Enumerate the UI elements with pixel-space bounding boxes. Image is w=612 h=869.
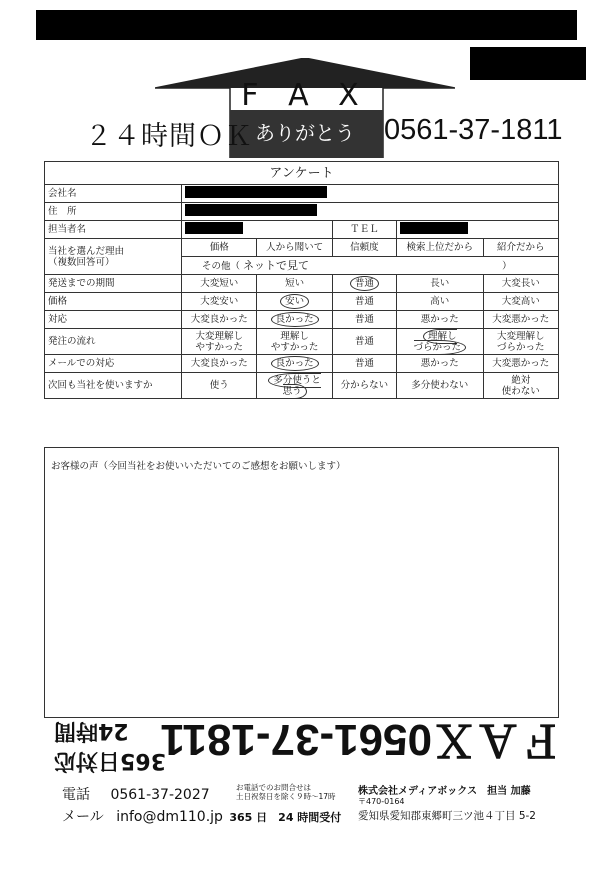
rating-option[interactable]: [257, 355, 332, 373]
rating-option-label: 安い: [280, 294, 309, 309]
rating-option[interactable]: [182, 355, 257, 373]
company-name: 株式会社メディアボックス 担当 加藤: [358, 786, 531, 797]
rating-option[interactable]: [332, 275, 396, 293]
rating-option-label: 長い: [430, 278, 450, 289]
rating-option-label: 短い: [285, 278, 305, 289]
rating-option-label: 理解し やすかった: [270, 330, 319, 353]
zip-code: 〒470-0164: [358, 797, 405, 806]
rating-option[interactable]: [257, 275, 332, 293]
reason-option[interactable]: 紹介だから: [483, 239, 558, 257]
redacted-header-bar: [36, 10, 577, 40]
rating-option-label: 絶対 使わない: [501, 374, 540, 397]
fax-thanks: ありがとう: [255, 121, 355, 145]
rating-row: [45, 275, 559, 293]
rating-option[interactable]: [257, 373, 332, 399]
rating-option-label: 普通: [354, 296, 374, 307]
contact-label: 担当者名: [45, 221, 182, 239]
rating-option-label: 大変悪かった: [492, 314, 550, 325]
rating-option-label: 大変長い: [501, 278, 540, 289]
fax-phone-number: 0561-37-1811: [384, 114, 563, 146]
redacted-id-box: [470, 47, 586, 80]
rating-option[interactable]: [182, 373, 257, 399]
reason-option[interactable]: 価格: [182, 239, 257, 257]
rating-option[interactable]: [396, 293, 483, 311]
rating-option-label: 普通: [354, 314, 374, 325]
rating-option-label: 大変悪かった: [492, 358, 550, 369]
reason-option[interactable]: 検索上位だから: [396, 239, 483, 257]
rating-option-label: 大変良かった: [190, 314, 248, 325]
rating-option[interactable]: [182, 311, 257, 329]
rating-option-label: 普通: [350, 276, 379, 291]
rating-option-label: 大変高い: [501, 296, 540, 307]
rating-option-label: 大変理解し づらかった: [497, 330, 545, 353]
reason-option[interactable]: 人から聞いて: [257, 239, 332, 257]
hours-label: ２４時間ＯＫ: [85, 121, 253, 152]
tel-note-1: お電話でのお問合せは: [236, 783, 311, 792]
rating-option[interactable]: [257, 329, 332, 355]
rating-option-label: 悪かった: [420, 314, 459, 325]
rating-row: [45, 311, 559, 329]
rating-option[interactable]: [483, 373, 558, 399]
rating-option[interactable]: [332, 373, 396, 399]
survey-table: [44, 161, 559, 399]
redacted-contact: [185, 222, 243, 234]
rating-option[interactable]: [483, 293, 558, 311]
rating-option[interactable]: [332, 293, 396, 311]
rating-row: [45, 355, 559, 373]
rating-option[interactable]: [182, 293, 257, 311]
rating-option[interactable]: [396, 275, 483, 293]
rating-option[interactable]: [182, 329, 257, 355]
company-address: 愛知県愛知郡東郷町三ツ池４丁目 5-2: [358, 810, 536, 822]
rating-option[interactable]: [483, 329, 558, 355]
rating-option-label: 良かった: [271, 312, 319, 327]
rating-option-label: 多分使わない: [411, 380, 469, 391]
customer-voice-box[interactable]: [44, 447, 559, 718]
rating-row-label: 発注の流れ: [45, 329, 182, 355]
tel-label-footer: 電話: [62, 787, 90, 803]
rating-option[interactable]: [182, 275, 257, 293]
other-label: その他（: [202, 260, 241, 272]
reason-other[interactable]: [182, 257, 559, 275]
flipped-fax-number: ＦＡＸ0561-37-1811: [160, 715, 564, 764]
mail-address[interactable]: info@dm110.jp: [116, 809, 223, 825]
tel-number[interactable]: 0561-37-2027: [110, 787, 210, 803]
rating-row-label: 価格: [45, 293, 182, 311]
rating-option[interactable]: [396, 311, 483, 329]
rating-option[interactable]: [483, 311, 558, 329]
customer-voice-label: お客様の声（今回当社をお使いいただいてのご感想をお願いします）: [51, 461, 346, 472]
mail-note: 365 日 24 時間受付: [229, 811, 342, 824]
mail-row: [62, 806, 341, 826]
rating-row-label: 対応: [45, 311, 182, 329]
rating-option-label: 普通: [354, 336, 374, 347]
rating-option-label: 大変短い: [200, 278, 239, 289]
company-field[interactable]: [182, 185, 559, 203]
rating-option-label: 分からない: [340, 380, 389, 391]
rating-option[interactable]: [396, 329, 483, 355]
redacted-address: [185, 204, 317, 216]
tel-note-2: 土日祝祭日を除く９時～17時: [236, 792, 336, 801]
rating-row-label: メールでの対応: [45, 355, 182, 373]
rating-option-label: 大変良かった: [190, 358, 248, 369]
redacted-tel: [400, 222, 468, 234]
rating-option[interactable]: [257, 311, 332, 329]
rating-option-label: 大変安い: [200, 296, 239, 307]
rating-option[interactable]: [257, 293, 332, 311]
rating-option[interactable]: [332, 311, 396, 329]
address-label: 住 所: [45, 203, 182, 221]
flipped-available: 365日対応: [54, 748, 166, 773]
company-label: 会社名: [45, 185, 182, 203]
redacted-company: [185, 186, 327, 198]
rating-option[interactable]: [483, 275, 558, 293]
rating-row: [45, 329, 559, 355]
rating-option[interactable]: [483, 355, 558, 373]
fax-title: F A X: [241, 78, 369, 113]
tel-field[interactable]: [396, 221, 558, 239]
rating-option-label: 多分使うと 思う: [268, 373, 321, 399]
rating-option-label: 良かった: [271, 356, 319, 371]
rating-option-label: 大変理解し やすかった: [195, 330, 243, 353]
rating-option[interactable]: [396, 373, 483, 399]
rating-row: [45, 373, 559, 399]
contact-field[interactable]: [182, 221, 333, 239]
flipped-hours: 24時間: [54, 718, 129, 743]
address-field[interactable]: [182, 203, 559, 221]
rating-option-label: 悪かった: [420, 358, 459, 369]
rating-row-label: 発送までの期間: [45, 275, 182, 293]
rating-row: [45, 293, 559, 311]
tel-note: [236, 783, 336, 801]
rating-row-label: 次回も当社を使いますか: [45, 373, 182, 399]
rating-option-label: 高い: [430, 296, 450, 307]
rating-option-label: 普通: [354, 358, 374, 369]
tel-label: ＴＥＬ: [332, 221, 396, 239]
reason-option[interactable]: 信頼度: [332, 239, 396, 257]
reason-note: （複数回答可）: [48, 256, 115, 268]
rating-option-label: 理解し づらかった: [414, 329, 467, 355]
rating-option[interactable]: [332, 355, 396, 373]
rating-option-label: 使う: [209, 380, 229, 391]
tel-row: [62, 784, 210, 804]
survey-title: アンケート: [45, 162, 559, 185]
rating-option[interactable]: [396, 355, 483, 373]
flipped-footer: [44, 715, 564, 778]
other-close: ）: [502, 260, 512, 272]
reason-label: [45, 239, 182, 275]
rating-option[interactable]: [332, 329, 396, 355]
rating-rows: [45, 275, 559, 399]
mail-label: メール: [62, 809, 104, 825]
reason-label-text: 当社を選んだ理由: [48, 245, 125, 257]
other-handwritten: ネットで見て: [243, 258, 310, 272]
